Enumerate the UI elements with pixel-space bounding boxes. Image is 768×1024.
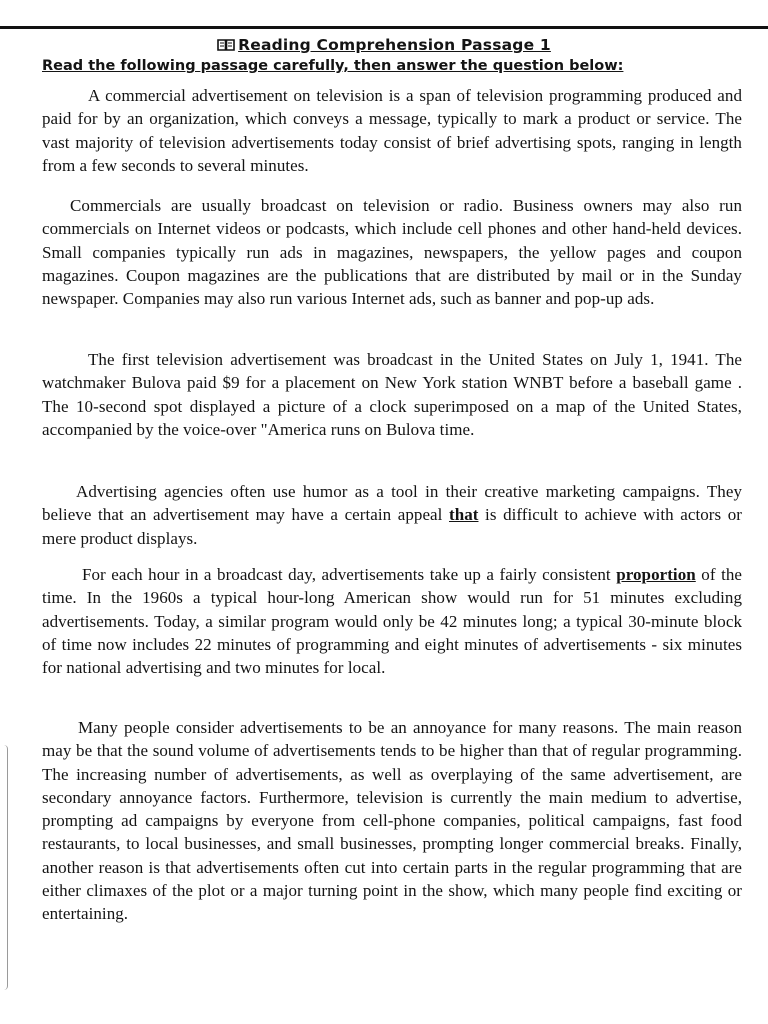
paragraph-6 xyxy=(42,716,742,926)
paragraph-2 xyxy=(42,194,742,310)
paragraph-text: The first television advertisement was broadcast in the United States on July 1, 1941. The watchmaker Bulova paid $9 for a placement on New York station WNBT before a baseball game . The 10-second spot displayed a picture of a clock superimposed on a map of the United States, accompanied by the voice-over "America runs on Bulova time. xyxy=(42,350,742,439)
paragraph-text: Many people consider advertisements to be an annoyance for many reasons. The main reason may be that the sound volume of advertisements tends to be higher than that of regular programming. The increasing number of advertisements, as well as overplaying of the same advertisement, are secondary annoyance factors. Furthermore, television is currently the main medium to advertise, prompting ad campaigns by everyone from cell-phone companies, political campaigns, fast food restaurants, to local businesses, and small businesses, prompting longer commercial breaks. Finally, another reason is that advertisements often cut into certain parts in the regular programming that are either climaxes of the plot or a major turning point in the show, which many people find exciting or entertaining. xyxy=(42,718,742,924)
emphasized-word: that xyxy=(449,505,479,525)
paragraph-3 xyxy=(42,348,742,441)
open-book-icon xyxy=(217,38,235,51)
paragraph-1 xyxy=(42,84,742,177)
paragraph-text: Advertising agencies often use humor as a tool in their creative marketing campaigns. They believe that an advertisement may have a certain appeal xyxy=(42,482,742,525)
paragraph-text: of the time. In the 1960s a typical hour-long American show would run for 51 minutes excluding advertisements. Today, a similar program would only be 42 minutes long; a typical 30-minute block of time now includes 22 minutes of programming and eight minutes of advertisements - six minutes for national advertising and two minutes for local. xyxy=(42,565,743,678)
page-title xyxy=(0,36,768,54)
paragraph-5 xyxy=(42,563,742,679)
paragraph-4 xyxy=(42,480,742,550)
paragraph-text: For each hour in a broadcast day, advertisements take up a fairly consistent xyxy=(82,565,617,584)
paragraph-text: Commercials are usually broadcast on television or radio. Business owners may also run commercials on Internet videos or podcasts, which include cell phones and other hand-held devices. Small companies typically run ads in magazines, newspapers, the yellow pages and coupon magazines. Coupon magazines are the publications that are distributed by mail or in the Sunday newspaper. Companies may also run various Internet ads, such as banner and pop-up ads. xyxy=(42,196,742,309)
paragraph-text: is difficult to achieve with actors or mere product displays. xyxy=(42,505,742,548)
title-text: Reading Comprehension Passage 1 xyxy=(238,36,551,54)
emphasized-word: proportion xyxy=(616,565,696,584)
page-edge-mark xyxy=(0,745,8,990)
paragraph-text: A commercial advertisement on television is a span of television programming produced and paid for by an organization, which conveys a message, typically to mark a product or service. The vast majority of television advertisements today consist of brief advertising spots, ranging in length from a few seconds to several minutes. xyxy=(42,86,742,175)
instruction-text: Read the following passage carefully, then answer the question below: xyxy=(42,58,624,74)
top-rule xyxy=(0,26,768,29)
